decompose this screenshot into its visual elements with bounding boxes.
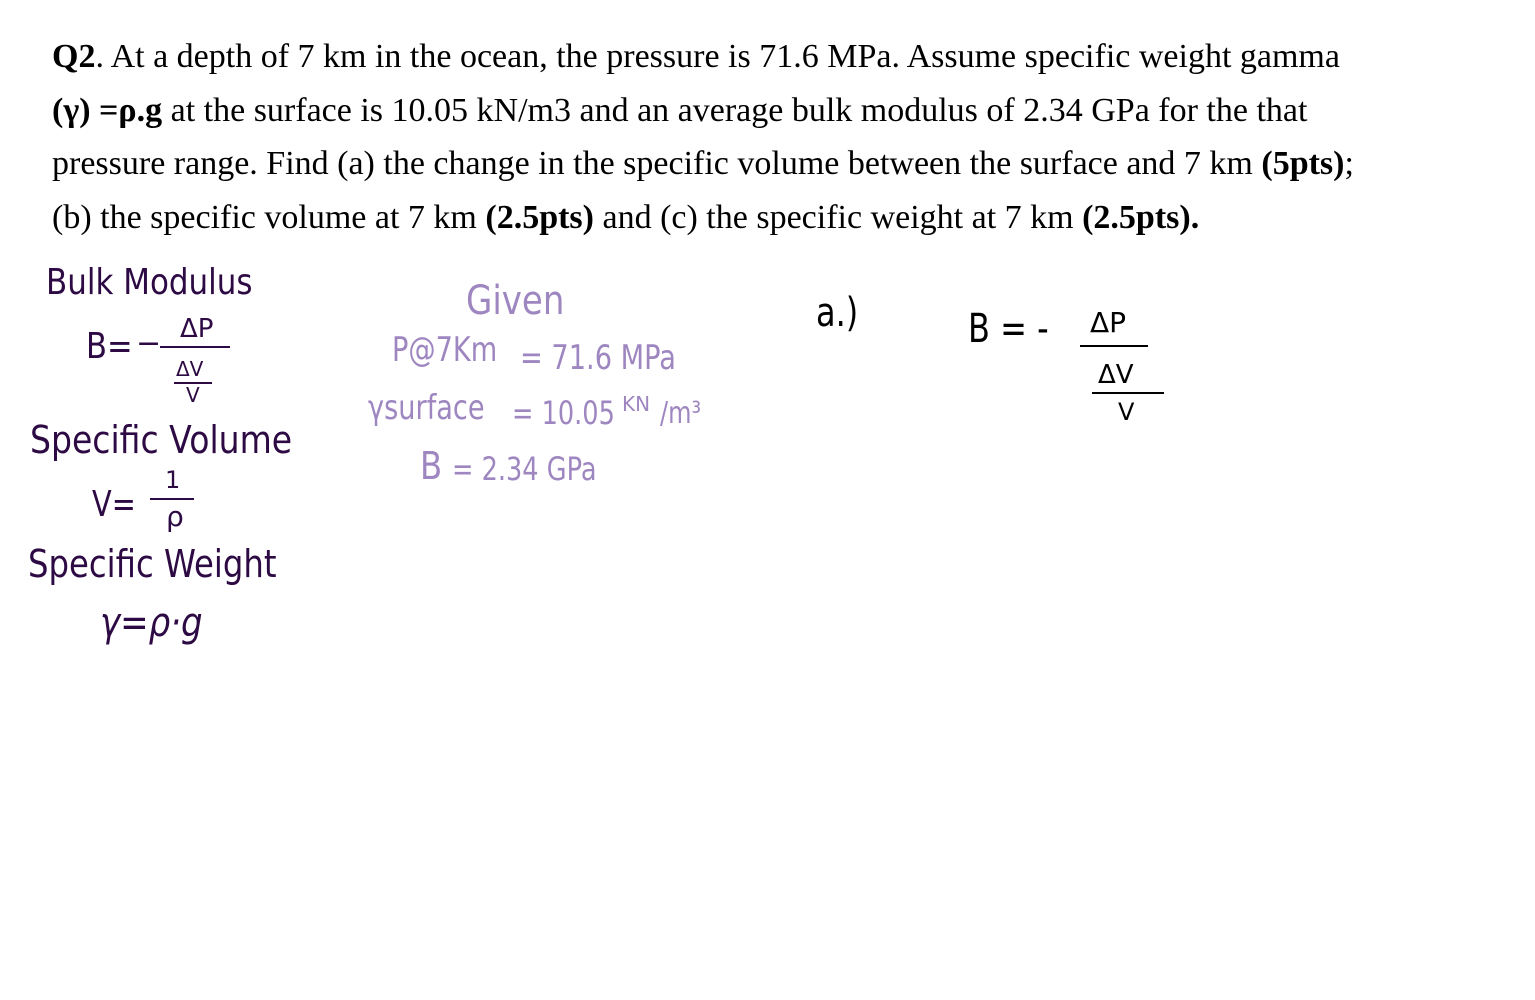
part-a-inner-bar: [1092, 392, 1164, 394]
points-a: (5pts): [1261, 145, 1345, 182]
bulk-modulus-fraction-bar: [160, 346, 230, 348]
bulk-modulus-numerator: ΔP: [180, 314, 214, 344]
bulk-modulus-den-top: ΔV: [176, 357, 204, 381]
given-pressure-value: = 71.6 MPa: [520, 338, 676, 378]
problem-line-4: (b) the specific volume at 7 km (2.5pts) and (c) the specific weight at 7 km (2.5pts).: [52, 198, 1200, 236]
part-a-den-top: ΔV: [1098, 360, 1134, 390]
problem-statement: [52, 30, 1522, 244]
problem-line-1: Q2. At a depth of 7 km in the ocean, the pressure is 71.6 MPa. Assume specific weight gamma: [52, 38, 1340, 75]
bulk-modulus-title: Bulk Modulus: [46, 262, 253, 303]
gamma-definition: (γ) =ρ.g: [52, 91, 163, 129]
specific-volume-title: Specific Volume: [30, 418, 293, 462]
given-gamma-label: γsurface: [368, 388, 485, 428]
question-number: Q2: [52, 38, 96, 75]
part-a-den-bottom: V: [1118, 398, 1135, 426]
given-bulk-label: B: [420, 444, 443, 488]
part-a-label: a.): [816, 290, 859, 336]
problem-line-3: pressure range. Find (a) the change in the specific volume between the surface and 7 km (5pts);: [52, 145, 1354, 182]
specific-weight-title: Specific Weight: [28, 542, 277, 586]
given-gamma-unit-den: /m³: [660, 396, 702, 431]
specific-weight-formula: γ=ρ·g: [100, 600, 203, 646]
points-c: (2.5pts).: [1082, 198, 1200, 236]
specific-volume-numerator: 1: [165, 466, 181, 494]
part-a-lhs: B = -: [968, 306, 1049, 352]
points-b: (2.5pts): [485, 198, 594, 236]
bulk-modulus-minus: −: [136, 326, 162, 361]
part-a-fraction-bar: [1080, 345, 1148, 347]
bulk-modulus-lhs: B=: [86, 326, 133, 367]
given-pressure-label: P@7Km: [392, 330, 498, 370]
bulk-modulus-den-bottom: V: [186, 383, 200, 407]
given-bulk-value: = 2.34 GPa: [452, 450, 597, 488]
given-gamma-value: = 10.05: [512, 394, 615, 432]
problem-line-2: (γ) =ρ.g at the surface is 10.05 kN/m3 and an average bulk modulus of 2.34 GPa for the that: [52, 91, 1308, 129]
given-gamma-unit-num: KN: [622, 392, 651, 416]
specific-volume-lhs: V=: [92, 484, 136, 525]
part-a-numerator: ΔP: [1090, 306, 1127, 339]
given-title: Given: [466, 278, 565, 324]
specific-volume-denominator: ρ: [166, 500, 184, 533]
